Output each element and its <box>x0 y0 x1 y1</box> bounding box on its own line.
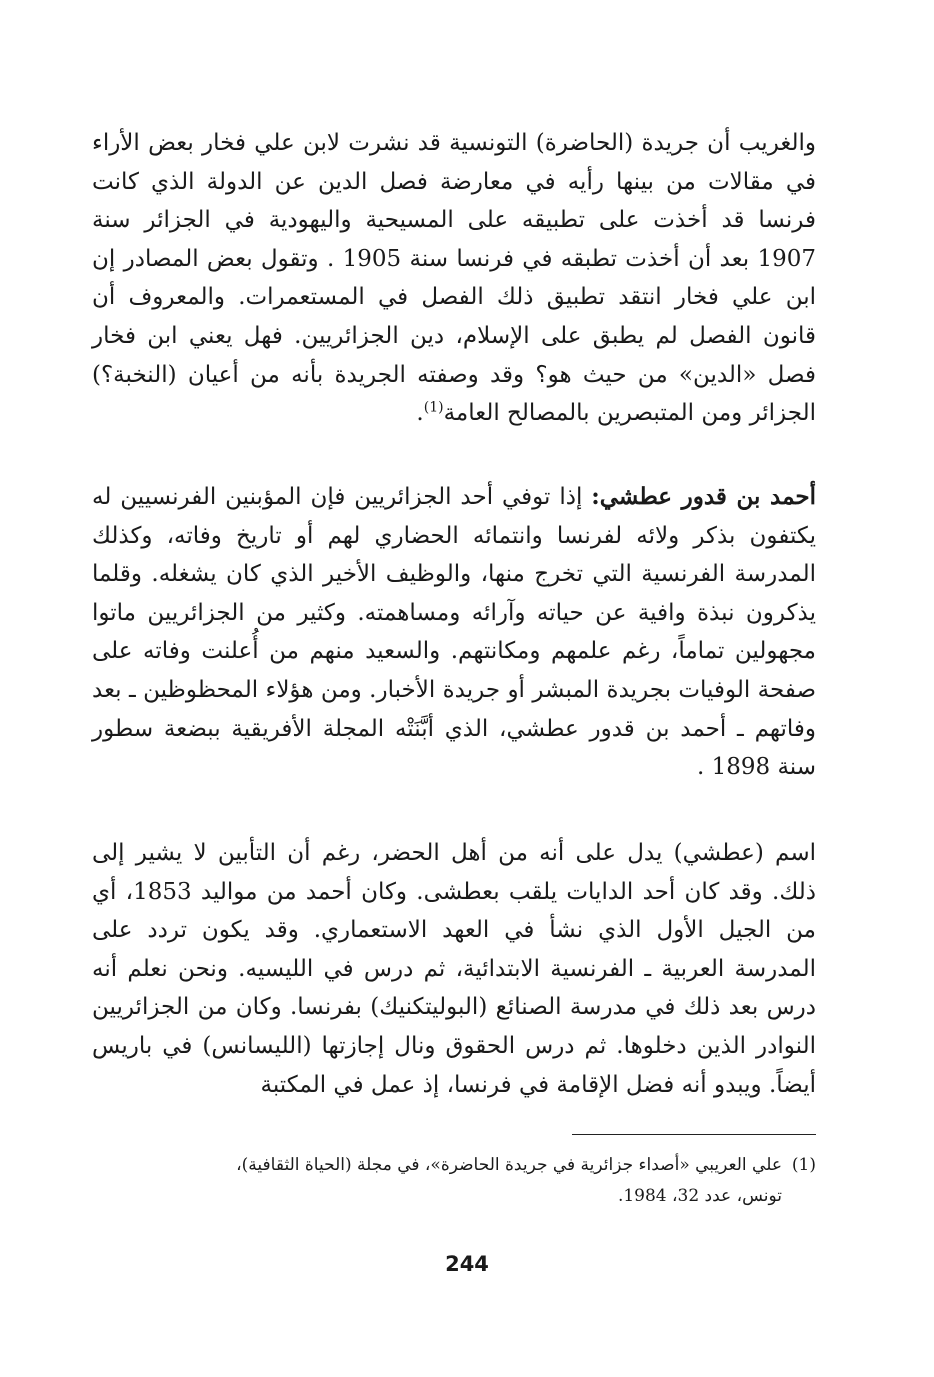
footnote-line-1: علي العريبي «أصداء جزائرية في جريدة الحاضرة»، في مجلة (الحياة الثقافية)، <box>236 1155 782 1175</box>
paragraph-3-text: اسم (عطشي) يدل على أنه من أهل الحضر، رغم أن التأبين لا يشير إلى ذلك. وقد كان أحد الدايات يلقب بعطشى. وكان أحمد من مواليد 1853، أي من الجيل الأول الذي نشأ في العهد الاستعماري. وقد يكون تردد على المدرسة العربية ـ الفرنسية الابتدائية، ثم درس في الليسيه. ونحن نعلم أنه درس بعد ذلك في مدرسة الصنائع (البوليتكنيك) بفرنسا. وكان من الجزائريين النوادر الذين دخلوها. ثم درس الحقوق ونال إجازتها (الليسانس) في باريس أيضاً. ويبدو أنه فضل الإقامة في فرنسا، إذ عمل في المكتبة <box>92 840 816 1098</box>
paragraph-3 <box>92 834 816 1104</box>
paragraph-1-text: والغريب أن جريدة (الحاضرة) التونسية قد نشرت لابن علي فخار بعض الأراء في مقالات من بينها رأيه في معارضة فصل الدين عن الدولة الذي كانت فرنسا قد أخذت على تطبيقه على المسيحية واليهودية في الجزائر سنة 1907 بعد أن أخذت تطبقه في فرنسا سنة 1905 . وتقول بعض المصادر إن ابن علي فخار انتقد تطبيق ذلك الفصل في المستعمرات. والمعروف أن قانون الفصل لم يطبق على الإسلام، دين الجزائريين. فهل يعني ابن فخار فصل «الدين» من حيث هو؟ وقد وصفته الجريدة بأنه من أعيان (النخبة؟) الجزائر ومن المتبصرين بالمصالح العامة <box>92 130 816 427</box>
section-heading-ahmad-ben-kaddour: أحمد بن قدور عطشي: <box>591 483 816 510</box>
paragraph-1 <box>92 124 816 433</box>
paragraph-2-text: إذا توفي أحد الجزائريين فإن المؤبنين الفرنسيين له يكتفون بذكر ولائه لفرنسا وانتمائه الحضاري لهم أو تاريخ وفاته، وكذلك المدرسة الفرنسية التي تخرج منها، والوظيف الأخير الذي كان يشغله. وقلما يذكرون نبذة وافية عن حياته وآرائه ومساهمته. وكثير من الجزائريين ماتوا مجهولين تماماً، رغم علمهم ومكانتهم. والسعيد منهم من أُعلنت وفاته على صفحة الوفيات بجريدة المبشر أو جريدة الأخبار. ومن هؤلاء المحظوظين ـ بعد وفاتهم ـ أحمد بن قدور عطشي، الذي أبَّنَتْه المجلة الأفريقية ببضعة سطور سنة 1898 . <box>92 484 816 781</box>
footnote-reference[interactable]: (1) <box>423 399 444 416</box>
page-number: 244 <box>445 1252 489 1276</box>
paragraph-2 <box>92 478 816 787</box>
footnote-number: (1) <box>791 1155 816 1175</box>
footnote-divider <box>572 1134 816 1135</box>
footnote-line-2: تونس، عدد 32، 1984. <box>617 1186 782 1206</box>
footnote <box>92 1150 816 1212</box>
paragraph-1-tail: . <box>416 400 424 427</box>
